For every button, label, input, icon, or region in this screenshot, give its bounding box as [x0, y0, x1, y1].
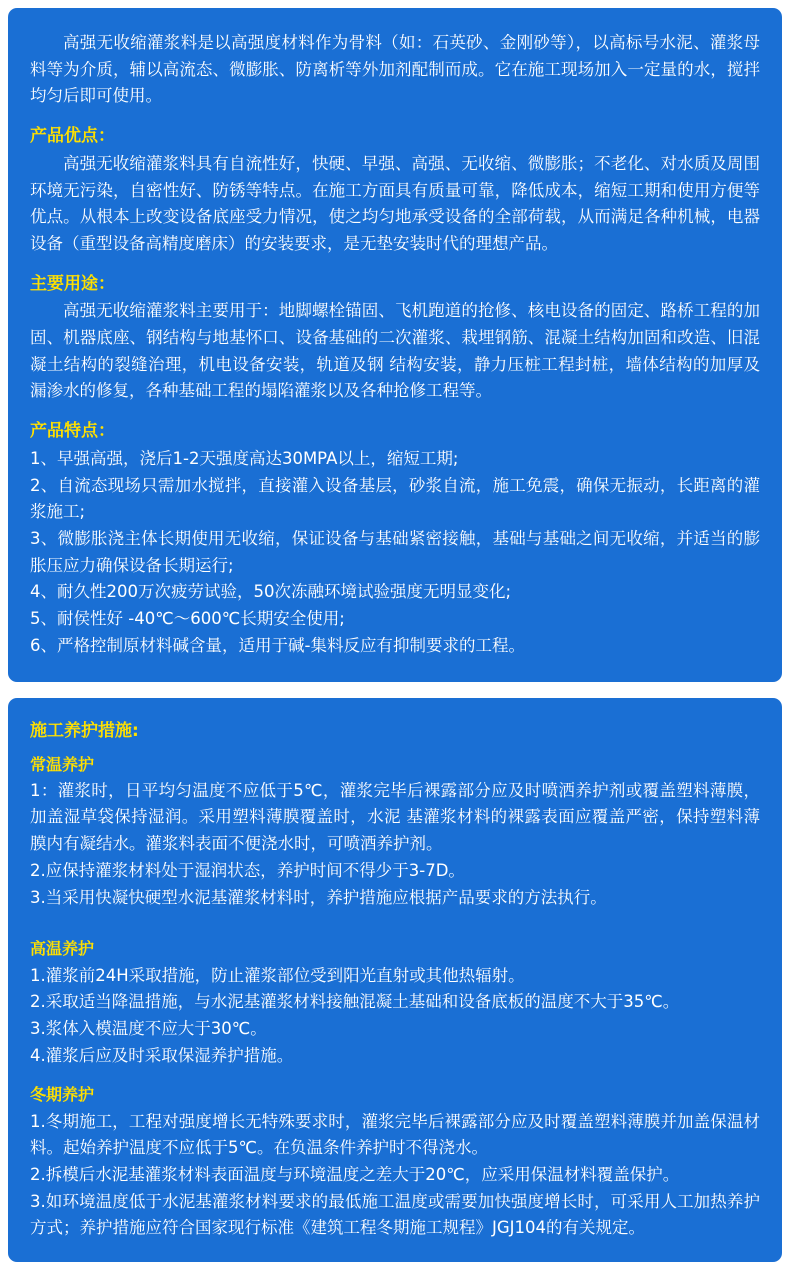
section-features-title: 产品特点：: [30, 421, 115, 442]
section-normal-temp-curing-title: 常温养护: [30, 754, 95, 774]
list-item: 4.灌浆后应及时采取保湿养护措施。: [30, 1045, 294, 1065]
section-winter-curing-title: 冬期养护: [30, 1085, 95, 1105]
section-uses-title: 主要用途：: [30, 273, 115, 294]
section-uses-paragraph: 高强无收缩灌浆料主要用于：地脚螺栓锚固、飞机跑道的抢修、核电设备的固定、路桥工程的加固、机器底座、钢结构与地基怀口、设备基础的二次灌浆、栽埋钢筋、混凝土结构加固和改造、旧混凝土结构的裂缝治理，机电设备安装，轨道及钢 结构安装，静力压桩工程封桩，墙体结构的加厚及漏渗水的修复，各种基础工程的塌陷灌浆以及各种抢修工程等。: [30, 301, 760, 401]
product-info-panel: [8, 8, 782, 682]
section-winter-curing-list: [30, 1109, 760, 1243]
section-features-list: [30, 446, 760, 660]
list-item: 2.应保持灌浆材料处于湿润状态，养护时间不得少于3-7D。: [30, 860, 465, 880]
section-normal-temp-curing: [30, 753, 760, 912]
list-item: 3.如环境温度低于水泥基灌浆材料要求的最低施工温度或需要加快强度增长时，可采用人工加热养护方式；养护措施应符合国家现行标准《建筑工程冬期施工规程》JGJ104的有关规定。: [30, 1191, 760, 1238]
list-item: 5、耐侯性好 -40℃～600℃长期安全使用;: [30, 609, 345, 629]
list-item: 2.拆模后水泥基灌浆材料表面温度与环境温度之差大于20℃，应采用保温材料覆盖保护。: [30, 1165, 680, 1185]
section-advantages-paragraph: 高强无收缩灌浆料具有自流性好，快硬、早强、高强、无收缩、微膨胀；不老化、对水质及周围环境无污染，自密性好、防锈等特点。在施工方面具有质量可靠，降低成本，缩短工期和使用方便等优点。从根本上改变设备底座受力情况，使之均匀地承受设备的全部荷载，从而满足各种机械，电器设备（重型设备高精度磨床）的安装要求，是无垫安装时代的理想产品。: [30, 153, 760, 253]
list-item: 2.采取适当降温措施，与水泥基灌浆材料接触混凝土基础和设备底板的温度不大于35℃。: [30, 992, 680, 1012]
list-item: 3.当采用快凝快硬型水泥基灌浆材料时，养护措施应根据产品要求的方法执行。: [30, 887, 607, 907]
list-item: 6、严格控制原材料碱含量，适用于碱-集料反应有抑制要求的工程。: [30, 635, 525, 655]
section-advantages-title: 产品优点：: [30, 126, 115, 147]
section-high-temp-curing-title: 高温养护: [30, 939, 95, 959]
list-item: 3、微膨胀浇主体长期使用无收缩，保证设备与基础紧密接触，基础与基础之间无收缩，并适当的膨胀压应力确保设备长期运行;: [30, 528, 760, 575]
list-item: 1：灌浆时，日平均匀温度不应低于5℃，灌浆完毕后裸露部分应及时喷洒养护剂或覆盖塑料薄膜，加盖湿草袋保持湿润。采用塑料薄膜覆盖时，水泥 基灌浆材料的裸露表面应覆盖严密，保持塑料薄膜内有凝结水。灌浆料表面不便浇水时，可喷酒养护剂。: [30, 780, 760, 854]
section-winter-curing: [30, 1083, 760, 1242]
curing-panel-title: 施工养护措施:: [30, 720, 139, 741]
list-item: 1.冬期施工，工程对强度增长无特殊要求时，灌浆完毕后裸露部分应及时覆盖塑料薄膜并加盖保温材料。起始养护温度不应低于5℃。在负温条件养护时不得浇水。: [30, 1111, 760, 1158]
list-item: 3.浆体入模温度不应大于30℃。: [30, 1018, 267, 1038]
section-features: [30, 419, 760, 659]
list-item: 1.灌浆前24H采取措施，防止灌浆部位受到阳光直射或其他热辐射。: [30, 965, 525, 985]
list-item: 2、自流态现场只需加水搅拌，直接灌入设备基层，砂浆自流，施工免震，确保无振动，长距离的灌浆施工;: [30, 475, 760, 522]
list-item: 1、早强高强，浇后1-2天强度高达30MPA以上，缩短工期;: [30, 448, 459, 468]
section-high-temp-curing: [30, 937, 760, 1069]
list-item: 4、耐久性200万次疲劳试验，50次冻融环境试验强度无明显变化;: [30, 582, 512, 602]
spacer: [30, 925, 760, 937]
intro-paragraph: 高强无收缩灌浆料是以高强度材料作为骨料（如：石英砂、金刚砂等），以高标号水泥、灌浆母料等为介质，辅以高流态、微膨胀、防离析等外加剂配制而成。它在施工现场加入一定量的水，搅拌均匀后即可使用。: [30, 33, 760, 106]
section-advantages: [30, 124, 760, 258]
curing-measures-panel: [8, 698, 782, 1263]
section-normal-temp-curing-list: [30, 778, 760, 912]
section-uses: [30, 272, 760, 406]
section-high-temp-curing-list: [30, 963, 760, 1070]
